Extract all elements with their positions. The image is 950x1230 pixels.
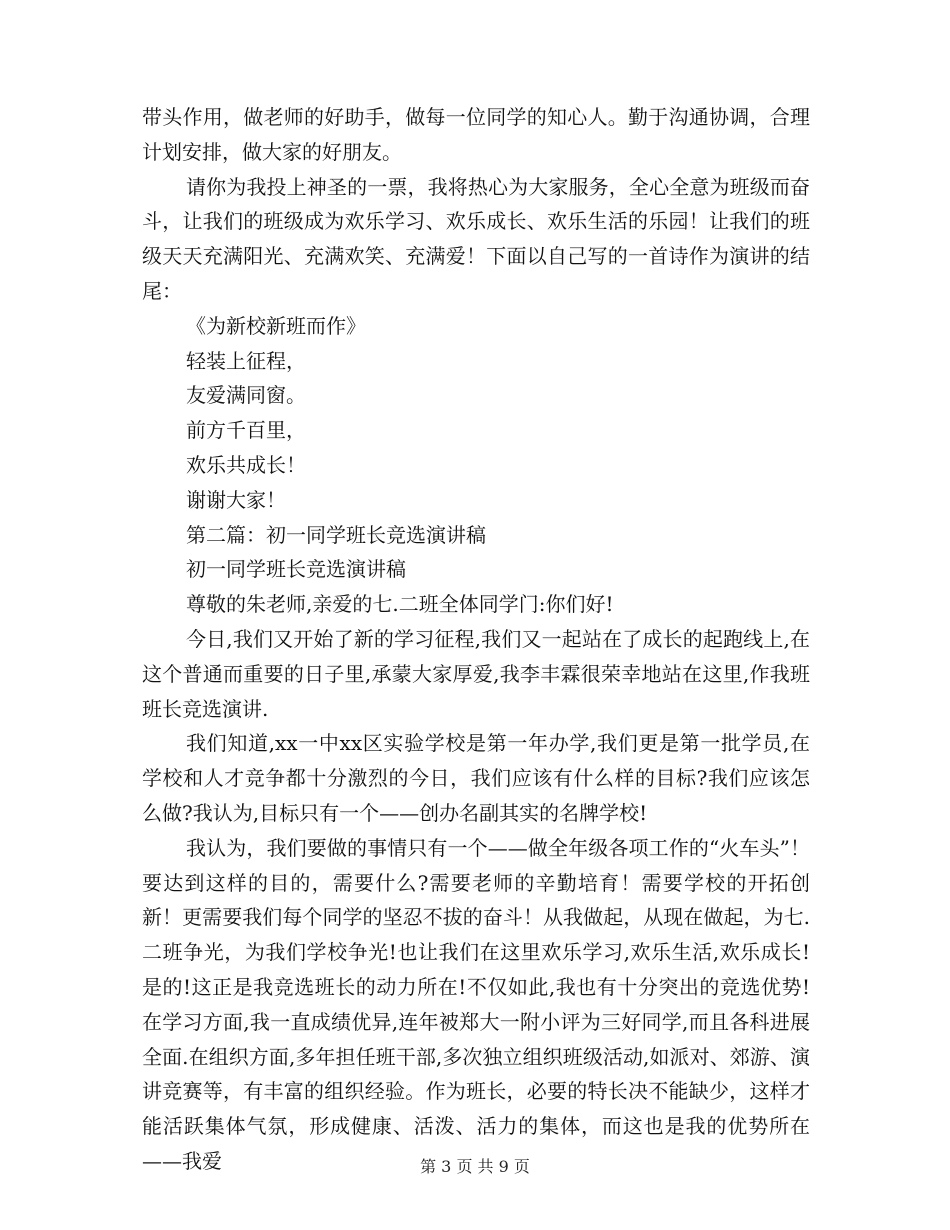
poem-line-1: 轻装上征程， bbox=[186, 348, 306, 373]
section-heading: 第二篇：初一同学班长竞选演讲稿 bbox=[186, 522, 486, 547]
paragraph-advantages: 我认为，我们要做的事情只有一个——做全年级各项工作的“火车头”！要达到这样的目的，需要什么?需要老师的辛勤培育！需要学校的开拓创新！更需要我们每个同学的坚忍不拔的奋斗！从我做起，从现在做起，为七.二班争光，为我们学校争光!也让我们在这里欢乐学习,欢乐生活,欢乐成长!是的!这正是我竞选班长的动力所在!不仅如此,我也有十分突出的竞选优势!在学习方面,我一直成绩优异,连年被郑大一附小评为三好同学,而且各科进展全面.在组织方面,多年担任班干部,多次独立组织班级活动,如派对、郊游、演讲竞赛等，有丰富的组织经验。作为班长，必要的特长决不能缺少，这样才能活跃集体气氛，形成健康、活泼、活力的集体，而这也是我的优势所在——我爱 bbox=[142, 835, 810, 1173]
paragraph-vote-request: 请你为我投上神圣的一票，我将热心为大家服务，全心全意为班级而奋斗，让我们的班级成为欢乐学习、欢乐成长、欢乐生活的乐园！让我们的班级天天充满阳光、充满欢笑、充满爱！下面以自己写的一首诗作为演讲的结尾： bbox=[142, 174, 810, 303]
poem-title: 《为新校新班而作》 bbox=[186, 313, 366, 338]
poem-line-4: 欢乐共成长！ bbox=[186, 452, 306, 477]
poem-line-2: 友爱满同窗。 bbox=[186, 383, 306, 408]
closing-thanks: 谢谢大家！ bbox=[186, 487, 286, 512]
paragraph-continuation: 带头作用，做老师的好助手，做每一位同学的知心人。勤于沟通协调，合理计划安排，做大家的好朋友。 bbox=[142, 105, 810, 164]
paragraph-opening: 今日,我们又开始了新的学习征程,我们又一起站在了成长的起跑线上,在这个普通而重要的日子里,承蒙大家厚爱,我李丰霖很荣幸地站在这里,作我班班长竞选演讲. bbox=[142, 626, 810, 721]
document-body bbox=[142, 100, 810, 1179]
salutation: 尊敬的朱老师,亲爱的七.二班全体同学门:你们好! bbox=[186, 592, 614, 617]
page-number-footer: 第 3 页 共 9 页 bbox=[420, 1157, 530, 1176]
paragraph-goal: 我们知道,xx一中xx区实验学校是第一年办学,我们更是第一批学员,在学校和人才竞争都十分激烈的今日，我们应该有什么样的目标?我们应该怎么做?我认为,目标只有一个——创办名副其实的名牌学校! bbox=[142, 731, 810, 825]
poem-line-3: 前方千百里， bbox=[186, 418, 306, 443]
speech-title: 初一同学班长竞选演讲稿 bbox=[186, 557, 406, 582]
